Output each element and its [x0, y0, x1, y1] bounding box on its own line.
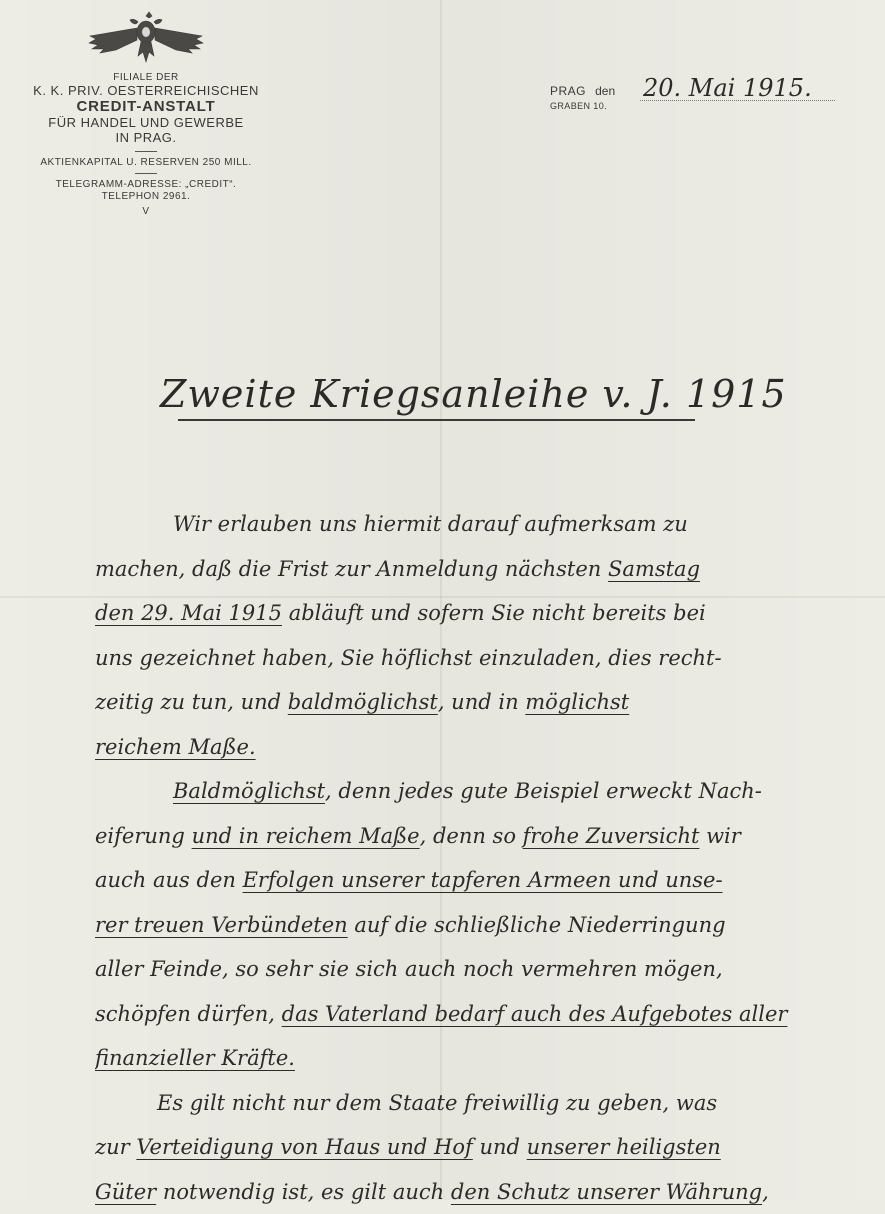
body-line [95, 903, 865, 948]
body-line [95, 814, 865, 859]
body-line [95, 547, 865, 592]
body-line [95, 636, 865, 681]
underlined-text: und in reichem Maße [192, 824, 420, 848]
letterhead-bank-name: CREDIT-ANSTALT [6, 98, 286, 115]
body-text: zur [95, 1135, 136, 1159]
body-text: aller Feinde, so sehr sie sich auch noch vermehren mögen, [95, 957, 723, 981]
body-line [95, 502, 865, 547]
letterhead-purpose-line: FÜR HANDEL UND GEWERBE [6, 116, 286, 131]
body-line [95, 947, 865, 992]
body-text: notwendig ist, es gilt auch [156, 1180, 451, 1204]
body-text: machen, daß die Frist zur Anmeldung nächsten [95, 557, 608, 581]
letterhead-telegram-address: TELEGRAMM-ADRESSE: „CREDIT“. [6, 179, 286, 191]
underlined-text: den 29. Mai 1915 [95, 601, 282, 625]
body-line [95, 680, 865, 725]
body-text: und [473, 1135, 527, 1159]
body-text: , [762, 1180, 769, 1204]
letterhead-city-line: IN PRAG. [6, 131, 286, 146]
letter-body [95, 502, 865, 1214]
underlined-text: rer treuen Verbündeten [95, 913, 348, 937]
letterhead-telephone: TELEPHON 2961. [6, 191, 286, 203]
underlined-text: finanzieller Kräfte. [95, 1046, 295, 1070]
body-line [95, 769, 865, 814]
underlined-text: reichem Maße. [95, 735, 256, 759]
underlined-text: frohe Zuversicht [523, 824, 700, 848]
letterhead-mark: V [6, 206, 286, 218]
underlined-text: baldmöglichst [288, 690, 438, 714]
place-den-label: den [595, 84, 615, 98]
underlined-text: Verteidigung von Haus und Hof [136, 1135, 472, 1159]
place-city: PRAG [550, 84, 586, 98]
place-street: GRABEN 10. [550, 101, 615, 111]
letterhead-divider [135, 151, 157, 152]
body-text: , denn so [420, 824, 523, 848]
underlined-text: Baldmöglichst [173, 779, 325, 803]
letterhead [6, 10, 286, 218]
body-text: Es gilt nicht nur dem Staate freiwillig zu geben, was [157, 1091, 717, 1115]
underlined-text: das Vaterland bedarf auch des Aufgebotes aller [282, 1002, 788, 1026]
body-line [95, 591, 865, 636]
place-and-date [550, 80, 615, 111]
body-line [95, 1036, 865, 1081]
title-underline [178, 419, 695, 421]
letterhead-institution-line: K. K. PRIV. OESTERREICHISCHEN [6, 84, 286, 99]
letter-title: Zweite Kriegsanleihe v. J. 1915 [160, 372, 720, 416]
letterhead-branch-label: FILIALE DER [6, 72, 286, 84]
body-line [95, 992, 865, 1037]
underlined-text: unserer heiligsten [527, 1135, 721, 1159]
underlined-text: Samstag [608, 557, 700, 581]
body-text: , denn jedes gute Beispiel erweckt Nach- [325, 779, 762, 803]
underlined-text: möglichst [525, 690, 629, 714]
body-line [95, 1125, 865, 1170]
body-text: , und in [438, 690, 525, 714]
body-text: wir [699, 824, 740, 848]
body-text: schöpfen dürfen, [95, 1002, 282, 1026]
underlined-text: den Schutz unserer Währung [451, 1180, 762, 1204]
body-line [95, 1081, 865, 1126]
letter-date: 20. Mai 1915. [643, 74, 812, 102]
double-headed-eagle-emblem-icon [86, 10, 206, 66]
body-text: auf die schließliche Niederringung [348, 913, 726, 937]
body-text: eiferung [95, 824, 192, 848]
body-text: Wir erlauben uns hiermit darauf aufmerksam zu [173, 512, 688, 536]
body-text: abläuft und sofern Sie nicht bereits bei [282, 601, 706, 625]
body-text: uns gezeichnet haben, Sie höflichst einzuladen, dies recht- [95, 646, 722, 670]
body-line [95, 725, 865, 770]
underlined-text: Güter [95, 1180, 156, 1204]
letterhead-capital: AKTIENKAPITAL U. RESERVEN 250 MILL. [6, 157, 286, 169]
body-line [95, 858, 865, 903]
underlined-text: Erfolgen unserer tapferen Armeen und unse- [243, 868, 723, 892]
letterhead-divider [135, 173, 157, 174]
body-text: zeitig zu tun, und [95, 690, 288, 714]
body-text: auch aus den [95, 868, 243, 892]
body-line [95, 1170, 865, 1214]
